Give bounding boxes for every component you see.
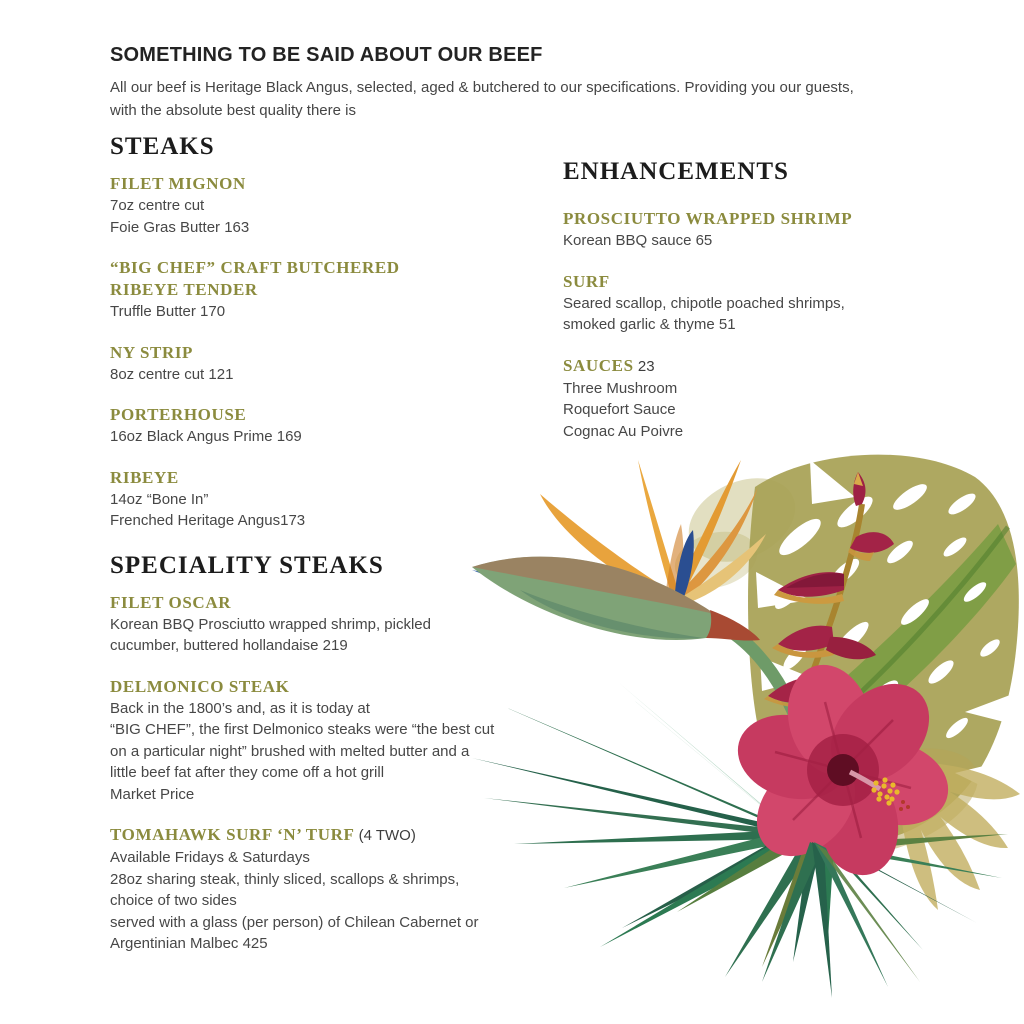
item-title-text: TOMAHAWK SURF ‘N’ TURF bbox=[110, 825, 355, 844]
item-title: RIBEYE bbox=[110, 467, 179, 487]
item-title: SURF bbox=[563, 271, 610, 291]
section-heading: SPECIALITY STEAKS bbox=[110, 551, 384, 579]
menu-section-speciality-steaks bbox=[110, 551, 545, 955]
menu-item bbox=[110, 173, 545, 238]
item-line: 8oz centre cut 121 bbox=[110, 365, 234, 383]
item-line: Cognac Au Poivre bbox=[563, 422, 684, 440]
section-heading: STEAKS bbox=[110, 133, 215, 160]
menu-section-enhancements bbox=[563, 157, 978, 442]
item-title: DELMONICO STEAK bbox=[110, 676, 290, 696]
menu-item bbox=[563, 355, 978, 443]
item-line: Korean BBQ sauce 65 bbox=[563, 232, 713, 249]
item-title-suffix: 23 bbox=[633, 357, 655, 375]
menu-section-steaks bbox=[110, 132, 545, 532]
item-line: smoked garlic & thyme 51 bbox=[563, 316, 736, 333]
menu-item bbox=[110, 342, 545, 386]
menu-item bbox=[110, 676, 545, 806]
item-line: Three Mushroom bbox=[563, 379, 678, 397]
menu-item bbox=[110, 824, 545, 955]
item-title: FILET MIGNON bbox=[110, 174, 246, 193]
menu-column-right bbox=[563, 157, 978, 461]
item-line: Foie Gras Butter 163 bbox=[110, 218, 250, 236]
item-line: cucumber, buttered hollandaise 219 bbox=[110, 637, 348, 654]
item-title-text: SAUCES bbox=[563, 355, 634, 375]
item-line: 7oz centre cut bbox=[110, 197, 205, 214]
menu-item bbox=[110, 257, 545, 323]
item-line: little beef fat after they come off a hot grill bbox=[110, 764, 385, 781]
item-title: PORTERHOUSE bbox=[110, 405, 247, 424]
item-title-suffix: (4 TWO) bbox=[354, 827, 416, 844]
menu-item bbox=[110, 592, 545, 657]
item-title: PROSCIUTTO WRAPPED SHRIMP bbox=[563, 209, 853, 228]
section-heading: ENHANCEMENTS bbox=[563, 158, 789, 185]
item-line: on a particular night” brushed with melted butter and a bbox=[110, 742, 470, 760]
item-line: 16oz Black Angus Prime 169 bbox=[110, 428, 302, 445]
menu-item bbox=[563, 208, 978, 252]
item-title bbox=[563, 355, 978, 378]
item-line: Seared scallop, chipotle poached shrimps, bbox=[563, 294, 845, 312]
item-line: Frenched Heritage Angus173 bbox=[110, 512, 306, 529]
item-title bbox=[110, 824, 545, 847]
menu-item bbox=[110, 404, 545, 448]
item-line: Available Fridays & Saturdays bbox=[110, 849, 310, 866]
item-line: Korean BBQ Prosciutto wrapped shrimp, pickled bbox=[110, 615, 431, 633]
item-line: Roquefort Sauce bbox=[563, 401, 676, 418]
header-description-line: with the absolute best quality there is bbox=[110, 102, 356, 119]
page-title: SOMETHING TO BE SAID ABOUT OUR BEEF bbox=[110, 44, 543, 66]
item-line: “BIG CHEF”, the first Delmonico steaks were “the best cut bbox=[110, 721, 495, 738]
item-line: 14oz “Bone In” bbox=[110, 490, 209, 508]
item-title: NY STRIP bbox=[110, 342, 194, 362]
item-line: 28oz sharing steak, thinly sliced, scallops & shrimps, bbox=[110, 870, 460, 888]
menu-item bbox=[110, 467, 545, 532]
item-line: Argentinian Malbec 425 bbox=[110, 935, 268, 952]
menu-column-left bbox=[110, 132, 545, 974]
item-title: FILET OSCAR bbox=[110, 592, 232, 612]
item-line: Back in the 1800’s and, as it is today at bbox=[110, 699, 370, 717]
menu-item bbox=[563, 271, 978, 336]
item-line: choice of two sides bbox=[110, 892, 237, 909]
header-description-line: All our beef is Heritage Black Angus, selected, aged & butchered to our specifications. Providing you our guests, bbox=[110, 79, 854, 96]
item-line: Truffle Butter 170 bbox=[110, 303, 226, 320]
item-title: “BIG CHEF” CRAFT BUTCHERED RIBEYE TENDER bbox=[110, 258, 400, 299]
item-line: Market Price bbox=[110, 785, 195, 803]
item-line: served with a glass (per person) of Chilean Cabernet or bbox=[110, 913, 479, 931]
menu-header bbox=[110, 44, 940, 122]
